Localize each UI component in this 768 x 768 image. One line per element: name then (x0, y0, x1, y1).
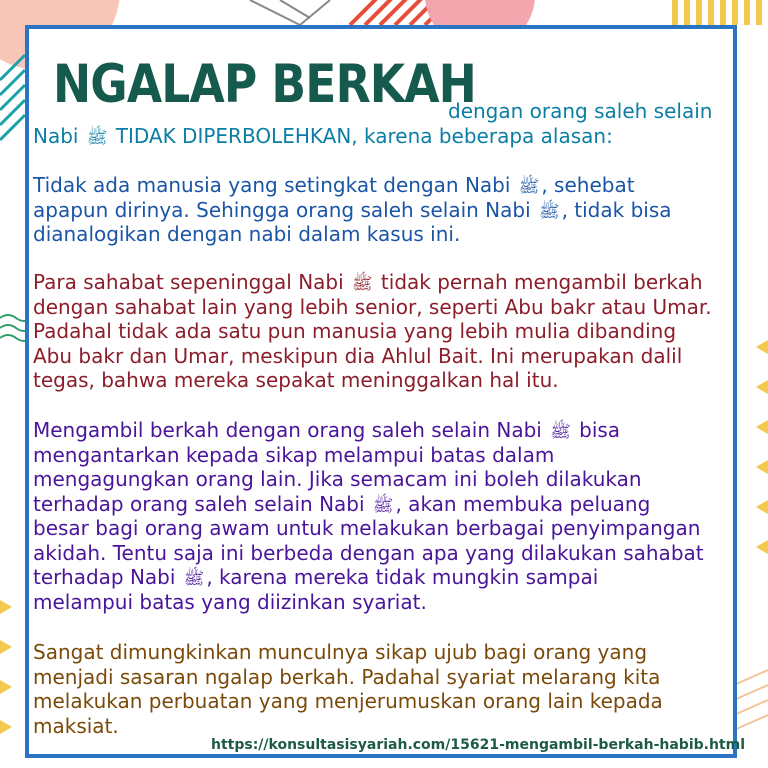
intro-first-line: dengan orang saleh selain (448, 99, 713, 123)
saw-calligraphy-icon: ﷺ (352, 274, 373, 294)
yellow-stripes-decoration (672, 0, 762, 25)
paragraph-line: Abu bakr dan Umar, meskipun dia Ahlul Bait. Ini merupakan dalil (33, 343, 683, 368)
source-link[interactable]: https://konsultasisyariah.com/15621-mengambil-berkah-habib.html (211, 737, 746, 753)
paragraph-line: akidah. Tentu saja ini berbeda dengan apa yang dilakukan sahabat (33, 540, 704, 565)
saw-calligraphy-icon: ﷺ (86, 128, 108, 148)
saw-calligraphy-icon: ﷺ (183, 569, 205, 589)
paragraph-line: Tidak ada manusia yang setingkat dengan Nabi ﷺ , sehebat (33, 173, 635, 197)
paragraph-1 (33, 173, 738, 247)
paragraph-3 (33, 418, 738, 614)
paragraph-line: Mengambil berkah dengan orang saleh selain Nabi ﷺ bisa (33, 418, 621, 442)
intro-paragraph (33, 124, 738, 149)
paragraph-line: Sangat dimungkinkan munculnya sikap ujub bagi orang yang (33, 640, 648, 664)
paragraph-line: melakukan perbuatan yang menjerumuskan orang lain kepada (33, 689, 663, 713)
grey-lines-decoration (250, 0, 330, 25)
paragraph-line: terhadap Nabi ﷺ , karena mereka tidak mungkin sampai (33, 565, 599, 589)
paragraph-line: besar bagi orang awam untuk melakukan berbagai penyimpangan (33, 516, 701, 540)
paragraph-line: maksiat. (33, 713, 119, 738)
paragraph-4 (33, 640, 738, 738)
saw-calligraphy-icon: ﷺ (550, 422, 571, 442)
saw-calligraphy-icon: ﷺ (372, 495, 394, 516)
paragraph-line: melampui batas yang diizinkan syariat. (33, 589, 427, 614)
paragraph-line: menjadi sasaran ngalap berkah. Padahal syariat melarang kita (33, 664, 661, 689)
page-title: NGALAP BERKAH (53, 54, 476, 115)
paragraph-line: mengagungkan orang lain. Jika semacam ini boleh dilakukan (33, 467, 642, 491)
paragraph-line: terhadap orang saleh selain Nabi ﷺ , akan membuka peluang (33, 491, 651, 516)
yellow-triangles-left-decoration (0, 600, 12, 734)
paragraph-line: dianalogikan dengan nabi dalam kasus ini. (33, 222, 461, 246)
paragraph-line: tegas, bahwa mereka sepakat meninggalkan hal itu. (33, 368, 559, 392)
paragraph-line: mengantarkan kepada sikap melampui batas dalam (33, 442, 555, 467)
paragraph-2 (33, 270, 738, 393)
saw-calligraphy-icon: ﷺ (539, 201, 560, 222)
intro-line: Nabi ﷺ TIDAK DIPERBOLEHKAN, karena beberapa alasan: (33, 124, 613, 148)
yellow-triangles-right-decoration (756, 340, 768, 554)
paragraph-line: Para sahabat sepeninggal Nabi ﷺ tidak pernah mengambil berkah (33, 270, 703, 294)
paragraph-line: dengan sahabat lain yang lebih senior, seperti Abu bakr atau Umar. (33, 294, 712, 319)
paragraph-line: Padahal tidak ada satu pun manusia yang lebih mulia dibanding (33, 319, 677, 343)
paragraph-line: apapun dirinya. Sehingga orang saleh selain Nabi ﷺ , tidak bisa (33, 197, 672, 222)
saw-calligraphy-icon: ﷺ (518, 177, 540, 197)
